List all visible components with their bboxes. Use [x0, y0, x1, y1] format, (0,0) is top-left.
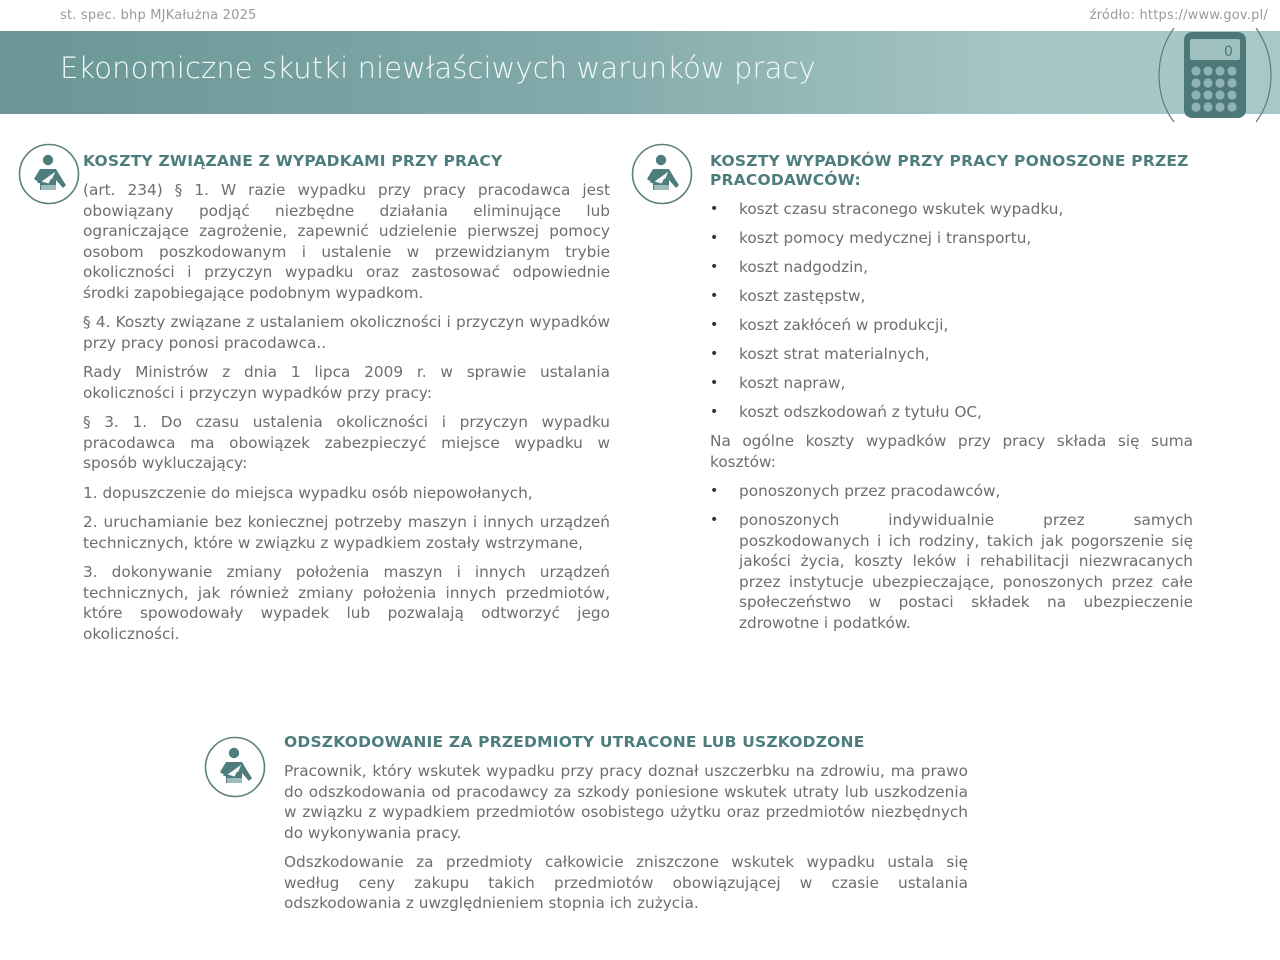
paragraph-item-1: 1. dopuszczenie do miejsca wypadku osób niepowołanych, [83, 483, 533, 502]
bullet-icon: • [710, 375, 719, 391]
list-item [710, 315, 1193, 336]
list-item-text: koszt odszkodowań z tytułu OC, [739, 403, 982, 421]
injured-person-arm-sling-icon [204, 736, 266, 798]
total-costs-list [710, 481, 1193, 633]
bullet-icon: • [710, 201, 719, 217]
bullet-icon: • [710, 483, 719, 499]
list-item-text: koszt strat materialnych, [739, 345, 930, 363]
list-item [710, 199, 1193, 220]
employer-costs-list [710, 199, 1193, 423]
paragraph-compensation-right: Pracownik, który wskutek wypadku przy pracy doznał uszczerbku na zdrowiu, ma prawo do odszkodowania od pracodawcy za szkody poniesione wskutek utraty lub uszkodzenia w związku z wypadkiem przedmiotów osobistego użytku oraz przedmiotów niezbędnych do wykonywania pracy. [284, 762, 968, 842]
section-heading-employer-costs: KOSZTY WYPADKÓW PRZY PRACY PONOSZONE PRZEZ PRACODAWCÓW: [710, 152, 1189, 189]
calculator-icon [1152, 34, 1272, 124]
list-item [710, 510, 1193, 633]
bullet-icon: • [710, 230, 719, 246]
list-item [710, 402, 1193, 423]
page-title: Ekonomiczne skutki niewłaściwych warunków pracy [60, 51, 816, 85]
list-item [710, 481, 1193, 502]
list-item-text: koszt zastępstw, [739, 287, 866, 305]
list-item-text: koszt czasu straconego wskutek wypadku, [739, 200, 1064, 218]
list-item [710, 373, 1193, 394]
list-item [710, 344, 1193, 365]
section-heading-accident-costs: KOSZTY ZWIĄZANE Z WYPADKAMI PRZY PRACY [83, 152, 503, 170]
list-item-text: koszt pomocy medycznej i transportu, [739, 229, 1032, 247]
list-item-text: ponoszonych indywidualnie przez samych poszkodowanych i ich rodziny, takich jak pogorszenie się jakości życia, koszty leków i rehabilitacji niezwracanych przez instytucje ubezpieczające, ponoszonych przez całe społeczeństwo w postaci składek na ubezpieczenie zdrowotne i podatków. [739, 511, 1193, 632]
calculator-display: 0 [1224, 44, 1233, 60]
paragraph-item-2: 2. uruchamianie bez koniecznej potrzeby maszyn i innych urządzeń technicznych, które w związku z wypadkiem zostały wstrzymane, [83, 513, 610, 552]
list-item [710, 286, 1193, 307]
paragraph-compensation-value: Odszkodowanie za przedmioty całkowicie zniszczone wskutek wypadku ustala się według ceny zakupu takich przedmiotów obowiązującej w czasie ustalania odszkodowania z uwzględnieniem stopnia ich zużycia. [284, 853, 968, 912]
bullet-icon: • [710, 259, 719, 275]
injured-person-arm-sling-icon [18, 143, 80, 205]
list-item [710, 257, 1193, 278]
section-body-lost-items [284, 761, 968, 914]
list-item-text: koszt napraw, [739, 374, 846, 392]
bullet-icon: • [710, 404, 719, 420]
paragraph-regulation: Rady Ministrów z dnia 1 lipca 2009 r. w sprawie ustalania okoliczności i przyczyn wypadków przy pracy: [83, 363, 610, 402]
section-body-accident-costs [83, 180, 610, 644]
total-costs-intro: Na ogólne koszty wypadków przy pracy składa się suma kosztów: [710, 432, 1193, 471]
list-item-text: ponoszonych przez pracodawców, [739, 482, 1001, 500]
list-item-text: koszt zakłóceń w produkcji, [739, 316, 949, 334]
paragraph-item-3: 3. dokonywanie zmiany położenia maszyn i innych urządzeń technicznych, jak również zmiany położenia innych przedmiotów, które spowodowały wypadek lub pozwalają odtworzyć jego okoliczności. [83, 563, 610, 643]
paragraph-art-234: (art. 234) § 1. W razie wypadku przy pracy pracodawca jest obowiązany podjąć niezbędne działania eliminujące lub ograniczające zagrożenie, zapewnić udzielenie pierwszej pomocy osobom poszkodowanym i ustalenie w przewidzianym trybie okoliczności i przyczyn wypadku oraz zastosować odpowiednie środki zapobiegające podobnym wypadkom. [83, 181, 610, 302]
title-banner [0, 31, 1280, 114]
author-note: st. spec. bhp MJKałużna 2025 [60, 8, 257, 23]
bullet-icon: • [710, 288, 719, 304]
source-note: źródło: https://www.gov.pl/ [1089, 8, 1268, 23]
injured-person-arm-sling-icon [631, 143, 693, 205]
bullet-icon: • [710, 317, 719, 333]
paragraph-par-4: § 4. Koszty związane z ustalaniem okoliczności i przyczyn wypadków przy pracy ponosi pracodawca.. [83, 313, 610, 352]
section-body-employer-costs [710, 199, 1193, 642]
list-item-text: koszt nadgodzin, [739, 258, 868, 276]
bullet-icon: • [710, 346, 719, 362]
paragraph-par-3: § 3. 1. Do czasu ustalenia okoliczności i przyczyn wypadku pracodawca ma obowiązek zabezpieczyć miejsce wypadku w sposób wykluczający: [83, 413, 610, 472]
bullet-icon: • [710, 512, 719, 528]
section-heading-lost-items: ODSZKODOWANIE ZA PRZEDMIOTY UTRACONE LUB USZKODZONE [284, 733, 865, 751]
list-item [710, 228, 1193, 249]
